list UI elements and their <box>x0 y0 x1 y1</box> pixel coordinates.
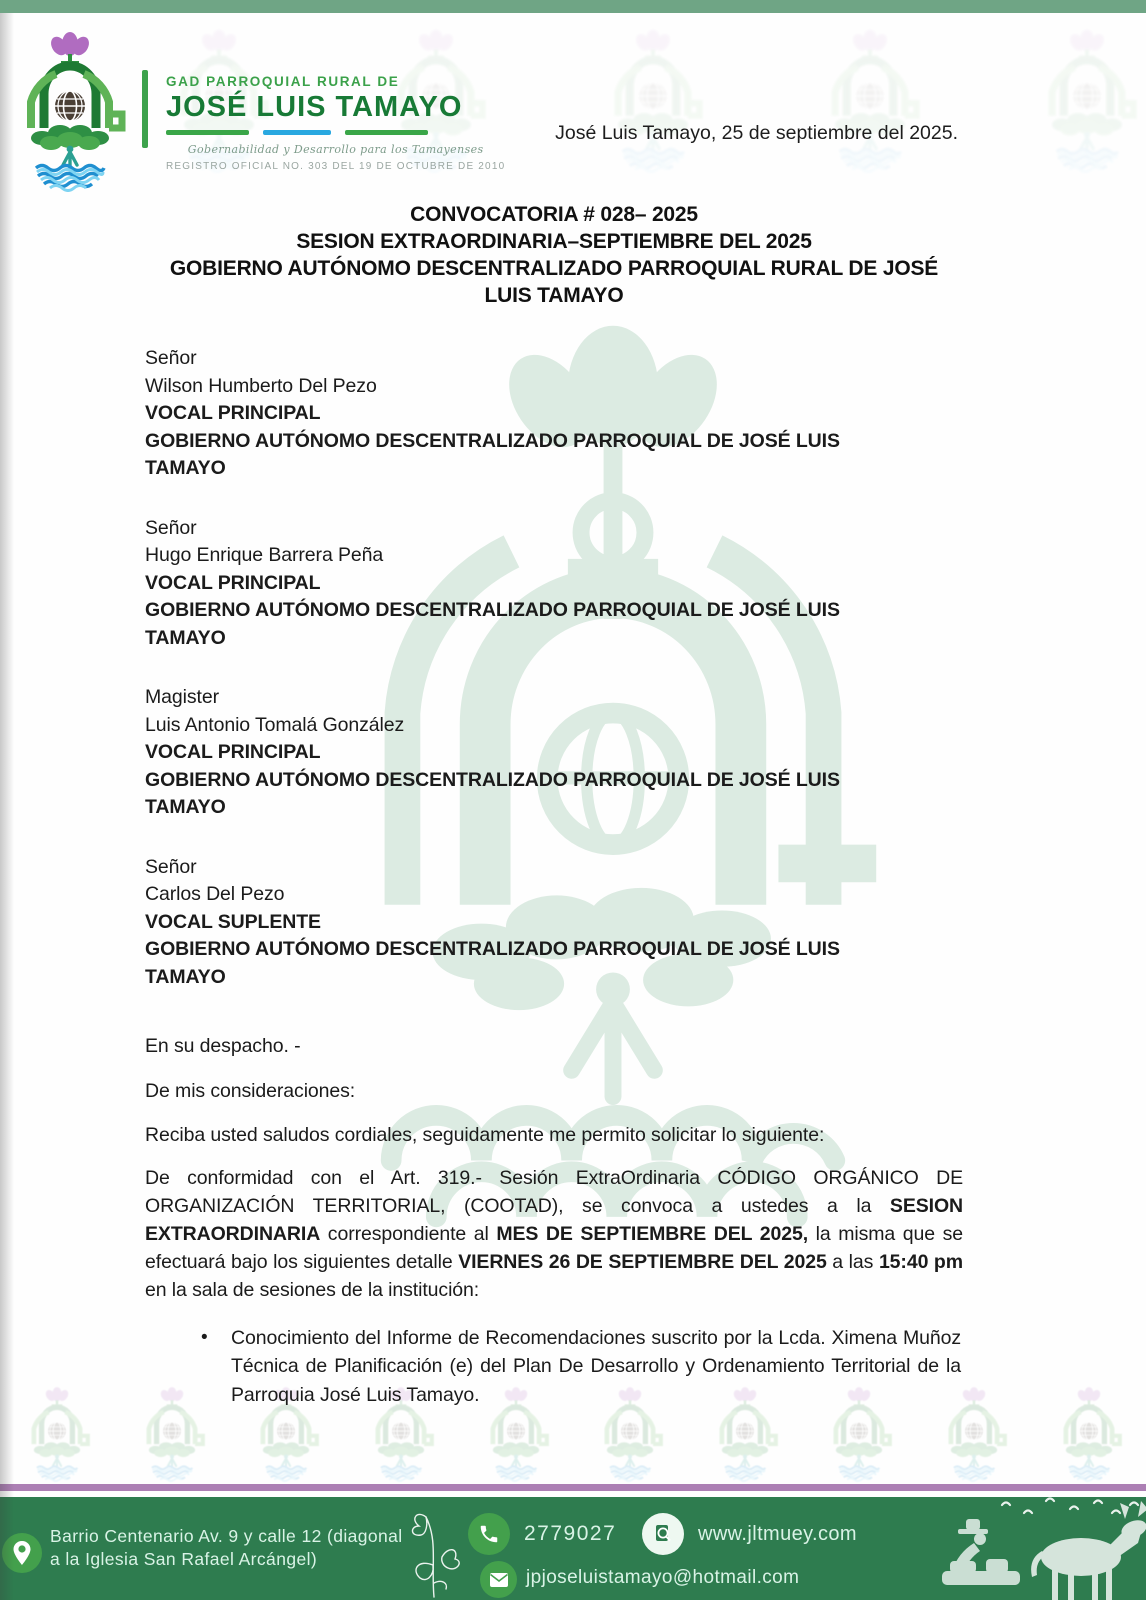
paragraph-bold: MES DE SEPTIEMBRE DEL 2025, <box>496 1222 809 1245</box>
agenda-list <box>145 1324 963 1410</box>
saludos-line: Reciba usted saludos cordiales, seguidamente me permito solicitar lo siguiente: <box>145 1124 825 1146</box>
title-line: LUIS TAMAYO <box>484 284 624 307</box>
recipient-role: VOCAL PRINCIPAL <box>145 571 321 594</box>
paragraph-bold: 15:40 pm <box>878 1250 963 1273</box>
logo-divider <box>142 70 148 148</box>
convocatoria-paragraph <box>145 1164 963 1304</box>
org-name: JOSÉ LUIS TAMAYO <box>166 91 463 123</box>
paragraph-text: a las <box>826 1250 879 1273</box>
rule-blue <box>263 130 332 135</box>
rule-green-left <box>166 130 249 135</box>
paragraph-text: en la sala de sesiones de la institución: <box>145 1278 480 1301</box>
recipient-org: TAMAYO <box>145 457 226 479</box>
brand-rule <box>166 130 428 135</box>
paragraph-text: la misma que se efectuará bajo los siguientes detalle <box>145 1222 964 1273</box>
recipient-org: TAMAYO <box>145 626 226 649</box>
recipient-block <box>145 515 963 653</box>
paragraph-bold: SESION EXTRAORDINARIA <box>145 1194 963 1245</box>
recipient-role: VOCAL PRINCIPAL <box>145 402 321 424</box>
paragraph-bold: VIERNES 26 DE SEPTIEMBRE DEL 2025 <box>458 1250 827 1273</box>
org-slogan: Gobernabilidad y Desarrollo para los Tamayenses <box>187 143 484 156</box>
recipient-role: VOCAL PRINCIPAL <box>145 741 321 763</box>
bullet-marker-icon: • <box>201 1326 208 1348</box>
org-registro: REGISTRO OFICIAL NO. 303 DEL 19 DE OCTUBRE DE 2010 <box>166 161 506 172</box>
despacho-line: En su despacho. - <box>145 1035 301 1057</box>
recipient-org: GOBIERNO AUTÓNOMO DESCENTRALIZADO PARROQUIAL DE JOSÉ LUIS <box>145 938 840 960</box>
date-line: José Luis Tamayo, 25 de septiembre del 2025. <box>555 122 958 144</box>
title-line: CONVOCATORIA # 028– 2025 <box>410 203 698 226</box>
watermark-emblem-icon <box>1050 1386 1128 1482</box>
recipient-role: VOCAL SUPLENTE <box>145 910 321 933</box>
footer-address: Barrio Centenario Av. 9 y calle 12 (diagonal a la Iglesia San Rafael Arcángel) <box>50 1526 403 1569</box>
recipient-salutation: Señor <box>145 516 197 539</box>
recipient-block <box>145 345 963 483</box>
envelope-icon <box>480 1561 517 1598</box>
rule-green-right <box>345 130 428 135</box>
watermark-emblem-icon <box>811 28 929 173</box>
recipient-name: Carlos Del Pezo <box>145 883 285 905</box>
footer-phone: 2779027 <box>524 1522 617 1545</box>
paragraph-text: De conformidad con el Art. 319.- Sesión ExtraOrdinaria CÓDIGO ORGÁNICO DE ORGANIZACIÓN TERRITORIAL, (COOTAD), se convoca a ustedes a la <box>145 1166 963 1217</box>
title-line: SESION EXTRAORDINARIA–SEPTIEMBRE DEL 2025 <box>296 230 812 253</box>
recipient-salutation: Señor <box>145 855 197 878</box>
watermark-emblem-icon <box>594 28 712 173</box>
recipient-org: GOBIERNO AUTÓNOMO DESCENTRALIZADO PARROQUIAL DE JOSÉ LUIS <box>145 599 840 621</box>
footer-accent-line <box>0 1484 1146 1491</box>
donkey-illustration-icon <box>846 1497 1146 1600</box>
web-search-icon <box>642 1513 684 1555</box>
org-type-label: GAD PARROQUIAL RURAL DE <box>166 74 400 89</box>
document-title <box>145 201 963 309</box>
recipient-salutation: Señor <box>145 347 197 369</box>
recipient-salutation: Magister <box>145 686 219 708</box>
letter-body <box>145 345 963 1409</box>
phone-icon <box>468 1513 510 1555</box>
agenda-item-text: Conocimiento del Informe de Recomendaciones suscrito por la Lcda. Ximena Muñoz Técnica de Planificación (e) del Plan De Desarrollo y Ordenamiento Territorial de la Parroquia José Luis Tamayo. <box>231 1326 961 1406</box>
agenda-item <box>145 1324 963 1410</box>
scan-edge-shadow <box>0 13 14 1600</box>
location-pin-icon <box>2 1533 42 1573</box>
footer <box>0 1497 1146 1600</box>
top-accent-bar <box>0 0 1146 13</box>
watermark-emblem-icon <box>18 1386 96 1482</box>
footer-email: jpjoseluistamayo@hotmail.com <box>526 1567 800 1588</box>
org-logo-icon <box>10 30 130 192</box>
watermark-emblem-icon <box>1028 28 1146 173</box>
letterhead <box>10 30 505 192</box>
recipient-name: Wilson Humberto Del Pezo <box>145 374 377 397</box>
recipient-org: TAMAYO <box>145 796 226 818</box>
recipient-org: GOBIERNO AUTÓNOMO DESCENTRALIZADO PARROQUIAL DE JOSÉ LUIS <box>145 768 840 791</box>
recipient-org: TAMAYO <box>145 965 226 988</box>
recipient-name: Hugo Enrique Barrera Peña <box>145 544 384 566</box>
recipient-org: GOBIERNO AUTÓNOMO DESCENTRALIZADO PARROQUIAL DE JOSÉ LUIS <box>145 429 840 452</box>
recipient-name: Luis Antonio Tomalá González <box>145 713 405 736</box>
consideraciones-line: De mis consideraciones: <box>145 1079 356 1102</box>
title-line: GOBIERNO AUTÓNOMO DESCENTRALIZADO PARROQUIAL RURAL DE JOSÉ <box>169 257 939 280</box>
paragraph-text: correspondiente al <box>320 1222 497 1245</box>
recipient-block <box>145 684 963 822</box>
flower-decoration-icon <box>398 1505 464 1599</box>
recipient-block <box>145 854 963 992</box>
footer-website: www.jltmuey.com <box>698 1523 857 1545</box>
